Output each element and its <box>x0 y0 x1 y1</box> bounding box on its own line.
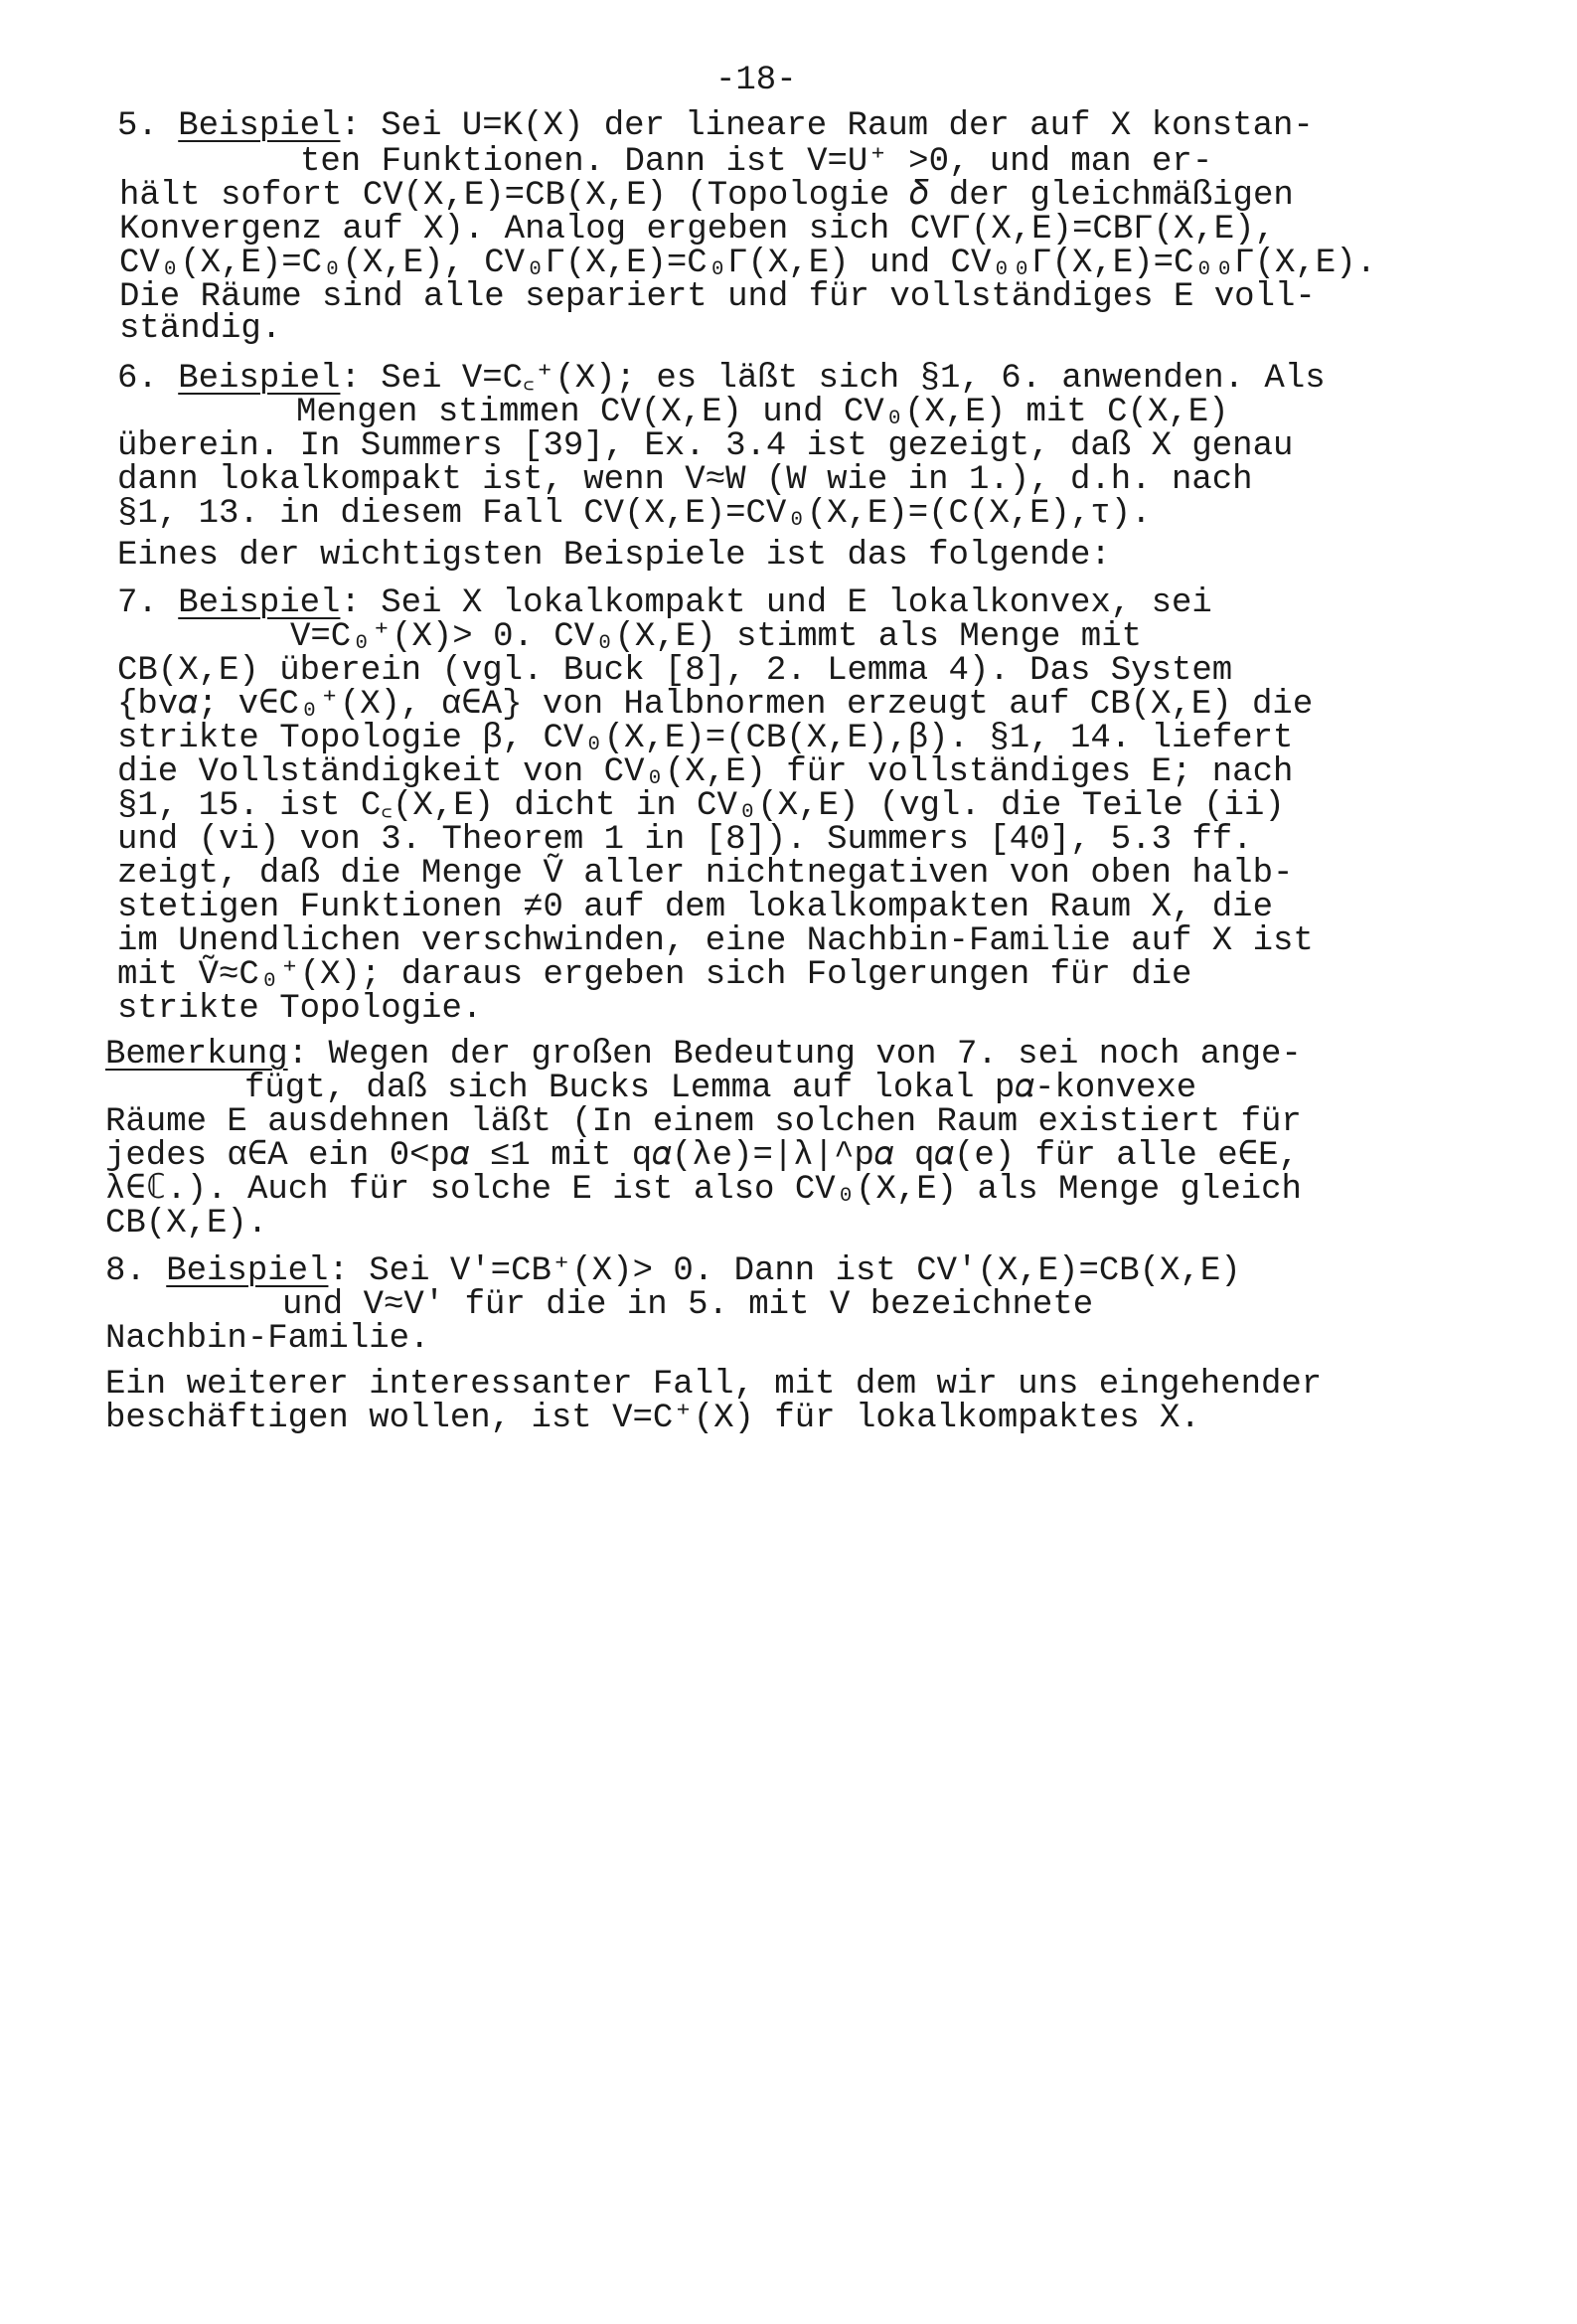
remark-line-3: Räume E ausdehnen läßt (In einem solchen Raum existiert für <box>105 1103 1302 1141</box>
example-7-line-11: im Unendlichen verschwinden, eine Nachbin-Familie auf X ist <box>117 922 1314 960</box>
example-5-line-1 <box>117 109 1314 143</box>
example-5-number: 5. <box>117 107 179 145</box>
example-8-line-1 <box>105 1254 1241 1288</box>
example-8-text: : Sei V'=CB⁺(X)> 0. Dann ist CV'(X,E)=CB(X,E) <box>328 1252 1241 1290</box>
example-7-line-5: strikte Topologie β, CV₀(X,E)=(CB(X,E),β). §1, 14. liefert <box>117 720 1294 757</box>
page-number: -18- <box>715 62 797 99</box>
closing-line-2: beschäftigen wollen, ist V=C⁺(X) für lokalkompaktes X. <box>105 1400 1200 1437</box>
example-7-line-1 <box>117 586 1212 620</box>
example-6-text: : Sei V=C꜀⁺(X); es läßt sich §1, 6. anwenden. Als <box>340 360 1326 398</box>
example-8-number: 8. <box>105 1252 167 1290</box>
intro-sentence: Eines der wichtigsten Beispiele ist das folgende: <box>117 537 1111 575</box>
example-5-text: : Sei U=K(X) der lineare Raum der auf X konstan- <box>340 107 1314 145</box>
example-6-line-2: Mengen stimmen CV(X,E) und CV₀(X,E) mit C(X,E) <box>296 394 1229 431</box>
example-7-line-12: mit Ṽ≈C₀⁺(X); daraus ergeben sich Folgerungen für die <box>117 956 1192 994</box>
example-8-line-2: und V≈V' für die in 5. mit V bezeichnete <box>282 1286 1094 1324</box>
remark-text: : Wegen der großen Bedeutung von 7. sei noch ange- <box>287 1036 1302 1074</box>
example-7-line-10: stetigen Funktionen ≠0 auf dem lokalkompakten Raum X, die <box>117 889 1273 926</box>
example-7-line-8: und (vi) von 3. Theorem 1 in [8]). Summers [40], 5.3 ff. <box>117 821 1253 859</box>
example-7-heading: Beispiel <box>178 584 341 622</box>
remark-line-2: fügt, daß sich Bucks Lemma auf lokal p𝛼-konvexe <box>244 1070 1197 1107</box>
example-8-heading: Beispiel <box>166 1252 329 1290</box>
example-7-line-2: V=C₀⁺(X)> 0. CV₀(X,E) stimmt als Menge mit <box>290 618 1143 656</box>
remark-line-5: λ∈ℂ.). Auch für solche E ist also CV₀(X,E) als Menge gleich <box>105 1171 1302 1209</box>
example-6-line-3: überein. In Summers [39], Ex. 3.4 ist gezeigt, daß X genau <box>117 427 1294 465</box>
remark-line-1 <box>105 1038 1302 1072</box>
example-5-heading: Beispiel <box>178 107 341 145</box>
example-5-line-2: ten Funktionen. Dann ist V=U⁺ >0, und man er- <box>300 143 1213 181</box>
example-8-line-3: Nachbin-Familie. <box>105 1320 430 1358</box>
example-7-line-3: CB(X,E) überein (vgl. Buck [8], 2. Lemma 4). Das System <box>117 652 1233 690</box>
remark-line-4: jedes α∈A ein 0<p𝛼 ≤1 mit q𝛼(λe)=|λ|^p𝛼 q𝛼(e) für alle e∈E, <box>105 1137 1299 1175</box>
example-5-line-7: ständig. <box>119 310 282 348</box>
example-7-text: : Sei X lokalkompakt und E lokalkonvex, sei <box>340 584 1212 622</box>
example-7-line-6: die Vollständigkeit von CV₀(X,E) für vollständiges E; nach <box>117 753 1294 791</box>
example-5-line-3: hält sofort CV(X,E)=CB(X,E) (Topologie 𝛿 der gleichmäßigen <box>119 177 1294 215</box>
remark-line-6: CB(X,E). <box>105 1205 268 1243</box>
example-6-line-5: §1, 13. in diesem Fall CV(X,E)=CV₀(X,E)=(C(X,E),τ). <box>117 495 1152 533</box>
closing-line-1: Ein weiterer interessanter Fall, mit dem wir uns eingehender <box>105 1366 1323 1404</box>
example-6-line-1 <box>117 362 1326 396</box>
example-5-line-6: Die Räume sind alle separiert und für vollständiges E voll- <box>119 278 1316 316</box>
example-6-line-4: dann lokalkompakt ist, wenn V≈W (W wie in 1.), d.h. nach <box>117 461 1253 499</box>
example-7-line-9: zeigt, daß die Menge Ṽ aller nichtnegativen von oben halb- <box>117 855 1294 893</box>
example-6-number: 6. <box>117 360 179 398</box>
example-7-line-13: strikte Topologie. <box>117 990 483 1028</box>
example-5-line-5: CV₀(X,E)=C₀(X,E), CV₀Γ(X,E)=C₀Γ(X,E) und CV₀₀Γ(X,E)=C₀₀Γ(X,E). <box>119 245 1377 282</box>
example-7-number: 7. <box>117 584 179 622</box>
example-7-line-7: §1, 15. ist C꜀(X,E) dicht in CV₀(X,E) (vgl. die Teile (ii) <box>117 787 1285 825</box>
example-6-heading: Beispiel <box>178 360 341 398</box>
example-5-line-4: Konvergenz auf X). Analog ergeben sich CVΓ(X,E)=CBΓ(X,E), <box>119 211 1275 249</box>
remark-heading: Bemerkung <box>105 1036 288 1074</box>
example-7-line-4: {bv𝛼; v∈C₀⁺(X), α∈A} von Halbnormen erzeugt auf CB(X,E) die <box>117 686 1314 724</box>
